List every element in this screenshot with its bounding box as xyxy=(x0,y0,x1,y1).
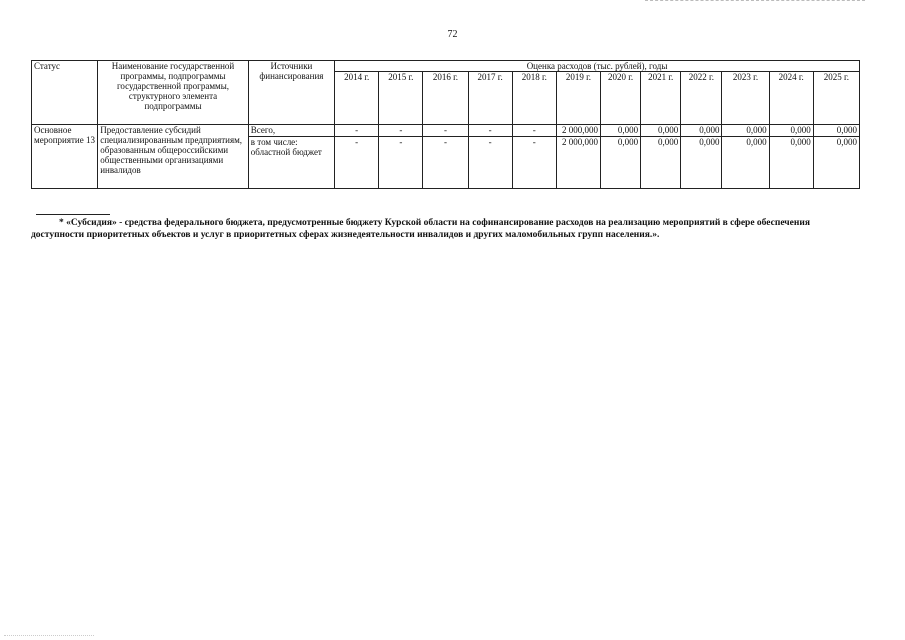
value-cell: - xyxy=(379,125,423,137)
value-cell: 0,000 xyxy=(722,137,769,189)
program-name-cell: Предоставление субсидий специализированным предприятиям, образованным общероссийскими общественными организациями инвалидов xyxy=(98,125,249,189)
value-cell: - xyxy=(335,125,379,137)
value-cell: - xyxy=(335,137,379,189)
value-cell: - xyxy=(512,125,556,137)
footnote: * «Субсидия» - средства федерального бюджета, предусмотренные бюджету Курской области на софинансирование расходов на реализацию мероприятий в сфере обеспечения доступности приоритетных объектов и услуг в приоритетных сферах жизнедеятельности инвалидов и других маломобильных групп населения.». xyxy=(31,218,810,240)
table-row xyxy=(32,125,860,137)
value-cell: 0,000 xyxy=(769,137,813,189)
year-header: 2015 г. xyxy=(379,72,423,125)
year-header: 2024 г. xyxy=(769,72,813,125)
value-cell: - xyxy=(512,137,556,189)
header-name: Наименование государственной программы, подпрограммы государственной программы, структурного элемента подпрограммы xyxy=(98,61,249,125)
year-header: 2017 г. xyxy=(468,72,512,125)
value-cell: - xyxy=(468,125,512,137)
year-header: 2025 г. xyxy=(813,72,859,125)
value-cell: 2 000,000 xyxy=(556,137,600,189)
year-header: 2019 г. xyxy=(556,72,600,125)
scan-artifact-marks xyxy=(4,635,94,638)
year-header: 2016 г. xyxy=(423,72,468,125)
year-header: 2014 г. xyxy=(335,72,379,125)
value-cell: - xyxy=(379,137,423,189)
year-header: 2021 г. xyxy=(641,72,681,125)
value-cell: - xyxy=(423,125,468,137)
header-spending: Оценка расходов (тыс. рублей), годы xyxy=(335,61,860,72)
page-number: 72 xyxy=(447,29,458,40)
value-cell: 0,000 xyxy=(641,125,681,137)
year-header: 2020 г. xyxy=(601,72,641,125)
value-cell: 0,000 xyxy=(681,125,722,137)
header-source: Источники финансирования xyxy=(248,61,334,125)
value-cell: 0,000 xyxy=(722,125,769,137)
value-cell: 0,000 xyxy=(641,137,681,189)
footnote-divider xyxy=(36,214,110,215)
value-cell: - xyxy=(468,137,512,189)
value-cell: 0,000 xyxy=(601,125,641,137)
year-header: 2018 г. xyxy=(512,72,556,125)
status-cell: Основное мероприятие 13 xyxy=(32,125,98,189)
value-cell: 0,000 xyxy=(681,137,722,189)
value-cell: 0,000 xyxy=(769,125,813,137)
value-cell: 2 000,000 xyxy=(556,125,600,137)
year-header: 2022 г. xyxy=(681,72,722,125)
budget-table xyxy=(31,60,860,189)
value-cell: 0,000 xyxy=(601,137,641,189)
value-cell: - xyxy=(423,137,468,189)
value-cell: 0,000 xyxy=(813,137,859,189)
scan-artifact-marks xyxy=(645,0,865,5)
header-status: Статус xyxy=(32,61,98,125)
source-cell: Всего, xyxy=(248,125,334,137)
year-header: 2023 г. xyxy=(722,72,769,125)
source-cell: в том числе: областной бюджет xyxy=(248,137,334,189)
value-cell: 0,000 xyxy=(813,125,859,137)
